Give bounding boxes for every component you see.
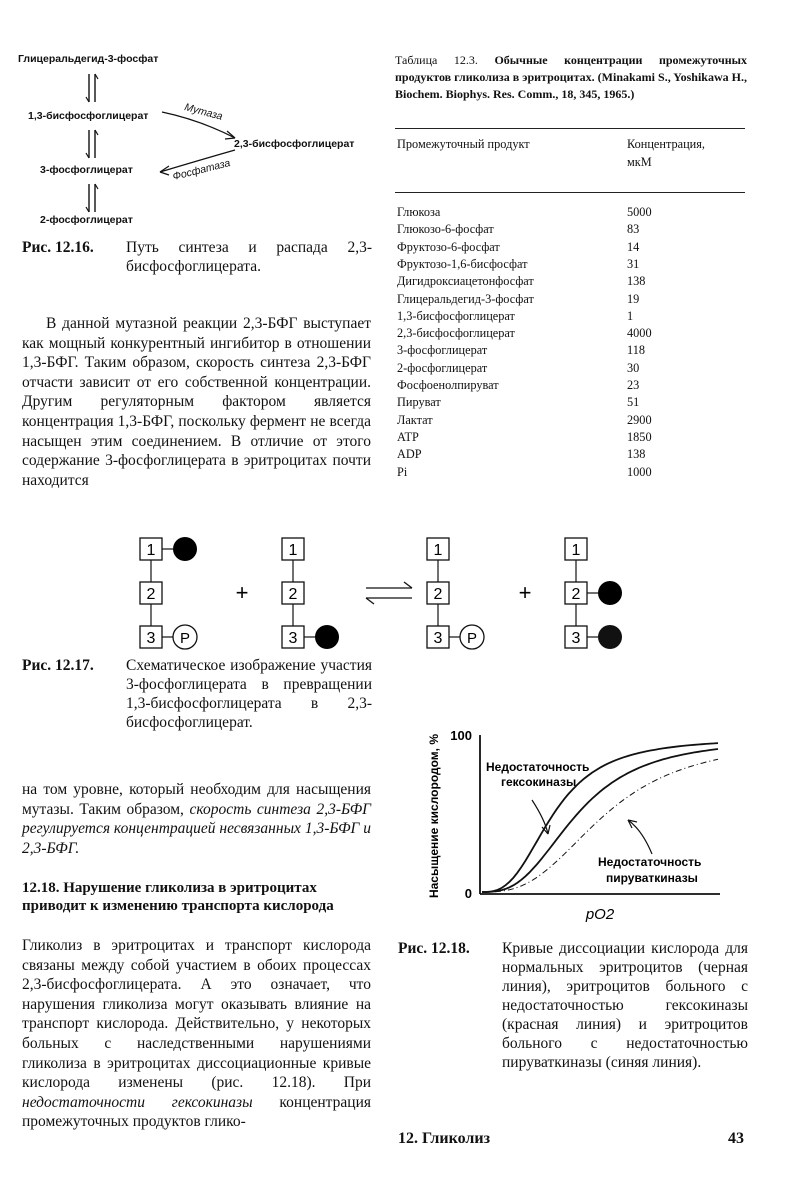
annotation-pk-arrow <box>628 820 652 854</box>
paragraph-3-text: Гликолиз в эритроцитах и транспорт кислорода связаны между собой участием в обоих процессах 2,3-бисфосфоглицерата. А это означает, что нарушения гликолиза могут оказывать влияние на транспорт кислорода. Действительно, у некоторых больных с наследственными нарушениями гликолиза в эритроцитах диссоциационные кривые кислорода изменены (рис. 12.18). При <box>22 937 371 1092</box>
y-axis-label: Насыщение кислородом, % <box>427 733 441 899</box>
annotation-pk-line2: пируваткиназы <box>606 871 698 885</box>
table-row-value: 23 <box>627 378 640 392</box>
paragraph-3-italic: недостаточности гексокиназы <box>22 1093 253 1111</box>
table-row-value: 30 <box>627 360 640 375</box>
table-row-value: 138 <box>627 447 646 462</box>
section-heading: 12.18. Нарушение гликолиза в эритроцитах приводит к изменению транспорта кислорода <box>22 880 334 914</box>
scheme-molecule-2 <box>282 538 339 649</box>
table-row-value: 19 <box>627 291 640 306</box>
equilibrium-arrow-2 <box>85 128 99 160</box>
fig-caption-text: Путь синтеза и распада 2,3-бисфосфоглицерата. <box>126 239 372 275</box>
phosphatase-label: Фосфатаза <box>171 157 232 183</box>
table-rule-top <box>395 128 745 129</box>
box-1-label: 1 <box>146 542 156 559</box>
equilibrium-arrow-1 <box>85 72 99 104</box>
paragraph-3 <box>22 936 371 1132</box>
table-col-header-2b: мкМ <box>627 155 652 169</box>
table-row-value: 51 <box>627 395 640 410</box>
annotation-hexokinase-line1: Недостаточность <box>486 760 590 774</box>
box-3-label: 3 <box>571 630 581 647</box>
paragraph-2 <box>22 780 371 858</box>
table-row-name: 3-фосфоглицерат <box>397 343 488 358</box>
box-2-label: 2 <box>288 586 298 603</box>
fig-caption-text: Схематическое изображение участия 3-фосфоглицерата в превращении 1,3-бисфосфоглицерата в 2,3-бисфосфоглицерат. <box>126 657 372 731</box>
box-2-label: 2 <box>146 586 156 603</box>
table-row-name: ATP <box>397 429 419 444</box>
scheme-molecule-1 <box>140 537 197 649</box>
table-row-name: Фруктозо-1,6-бисфосфат <box>397 256 528 271</box>
table-row-value: 2900 <box>627 412 652 427</box>
table-row-value: 31 <box>627 256 640 271</box>
box-3-label: 3 <box>146 630 156 647</box>
filled-circle <box>315 625 339 649</box>
pathway-diagram <box>0 0 380 240</box>
table-row-value: 1850 <box>627 429 652 444</box>
scheme-molecule-4 <box>565 538 622 649</box>
phosphate-label: P <box>179 630 191 647</box>
table-row-value: 1 <box>627 308 634 323</box>
table-col-header-2a: Концентрация, <box>627 137 705 151</box>
table-row-value: 1000 <box>627 464 652 479</box>
paragraph-2-text: на том уровне, который необходим для насыщения мутазы. Таким образом, <box>22 781 371 818</box>
paragraph-2-italic: скорость синтеза 2,3-БФГ регулируется концентрацией несвязанных 1,3-БФГ и 2,3-БФГ. <box>22 800 371 857</box>
scheme-diagram <box>120 532 640 654</box>
table-row-value: 138 <box>627 274 646 289</box>
annotation-pk-line1: Недостаточность <box>598 855 702 869</box>
footer-page-number: 43 <box>728 1130 744 1147</box>
table-row-name: ADP <box>397 447 422 462</box>
table-row-name: 1,3-бисфосфоглицерат <box>397 308 515 323</box>
table-row-value: 118 <box>627 343 645 358</box>
dissociation-chart <box>420 722 750 930</box>
annotation-hexokinase-line2: гексокиназы <box>501 775 577 789</box>
bpg13-label: 1,3-бисфосфоглицерат <box>28 110 149 122</box>
box-1-label: 1 <box>288 542 298 559</box>
fig-number: Рис. 12.18. <box>398 940 470 957</box>
filled-circle <box>598 581 622 605</box>
table-row-name: Глюкоза <box>397 205 441 219</box>
table-row-name: Дигидроксиацетонфосфат <box>397 274 534 289</box>
phosphate-label: P <box>466 630 478 647</box>
filled-circle <box>173 537 197 561</box>
fig-caption-text: Кривые диссоциации кислорода для нормальных эритроцитов (черная линия), эритроцитов больного с недостаточностью гексокиназы (красная линия) и эритроцитов больного с недостаточностью пируваткиназы (синяя линия). <box>502 940 748 1071</box>
box-1-label: 1 <box>433 542 443 559</box>
table-row-name: Лактат <box>397 412 433 427</box>
table-row-name: 2-фосфоглицерат <box>397 360 488 375</box>
mutase-label: Мутаза <box>183 101 224 123</box>
equilibrium-arrow-3 <box>85 182 99 214</box>
box-3-label: 3 <box>433 630 443 647</box>
table-row-value: 83 <box>627 222 640 237</box>
table-row-name: Глицеральдегид-3-фосфат <box>397 291 534 306</box>
y-tick-100: 100 <box>450 728 472 743</box>
box-1-label: 1 <box>571 542 581 559</box>
table-label: Таблица 12.3. <box>395 53 478 67</box>
table-row-name: Глюкозо-6-фосфат <box>397 222 494 237</box>
table-rule-header <box>395 192 745 193</box>
box-2-label: 2 <box>433 586 443 603</box>
bpg23-label: 2,3-бисфосфоглицерат <box>234 138 355 150</box>
plus-sign-2: + <box>518 580 532 605</box>
fig-number: Рис. 12.16. <box>22 239 94 256</box>
table-title <box>395 52 747 103</box>
box-3-label: 3 <box>288 630 298 647</box>
table-heading: Обычные концентрации промежуточных продуктов гликолиза в эритроцитах. <box>395 53 747 84</box>
pg3-label: 3-фосфоглицерат <box>40 164 133 176</box>
table-row-name: Фруктозо-6-фосфат <box>397 239 500 254</box>
table-row-name: Фосфоенолпируват <box>397 378 499 392</box>
table-row-name: 2,3-бисфосфоглицерат <box>397 326 515 341</box>
table-row-value: 14 <box>627 239 640 254</box>
plus-sign-1: + <box>235 580 249 605</box>
annotation-hexokinase-arrow <box>532 800 548 834</box>
paragraph-1: В данной мутазной реакции 2,3-БФГ выступает как мощный конкурентный ингибитор в отношении 1,3-БФГ. Таким образом, скорость синтеза 2,3-БФГ отчасти зависит от его собственной концентрации. Другим регуляторным фактором является концентрация 1,3-БФГ, поскольку фермент не всегда насыщен этим соединением. В отличие от этого содержание 3-фосфоглицерата в эритроцитах почти находится <box>22 315 371 489</box>
table-citation: (Minakami S., Yoshikawa H., Biochem. Biophys. Res. Comm., 18, 345, 1965.) <box>395 70 747 101</box>
filled-circle <box>598 625 622 649</box>
fig-number: Рис. 12.17. <box>22 657 94 674</box>
footer-chapter: 12. Гликолиз <box>398 1130 490 1147</box>
paragraph-3-end: концентрация промежуточных продуктов глико- <box>22 1093 371 1131</box>
table-col-header-1: Промежуточный продукт <box>397 137 530 151</box>
box-2-label: 2 <box>571 586 581 603</box>
equilibrium-arrows <box>366 582 412 604</box>
scheme-molecule-3 <box>427 538 484 649</box>
table-row-name: Pi <box>397 464 408 479</box>
table-row-value: 5000 <box>627 205 652 219</box>
gap-label: Глицеральдегид-3-фосфат <box>18 53 159 65</box>
table-row-name: Пируват <box>397 395 441 410</box>
table-row-value: 4000 <box>627 326 652 341</box>
x-axis-label: pO2 <box>585 906 615 923</box>
y-tick-0: 0 <box>464 886 472 901</box>
pg2-label: 2-фосфоглицерат <box>40 214 133 226</box>
